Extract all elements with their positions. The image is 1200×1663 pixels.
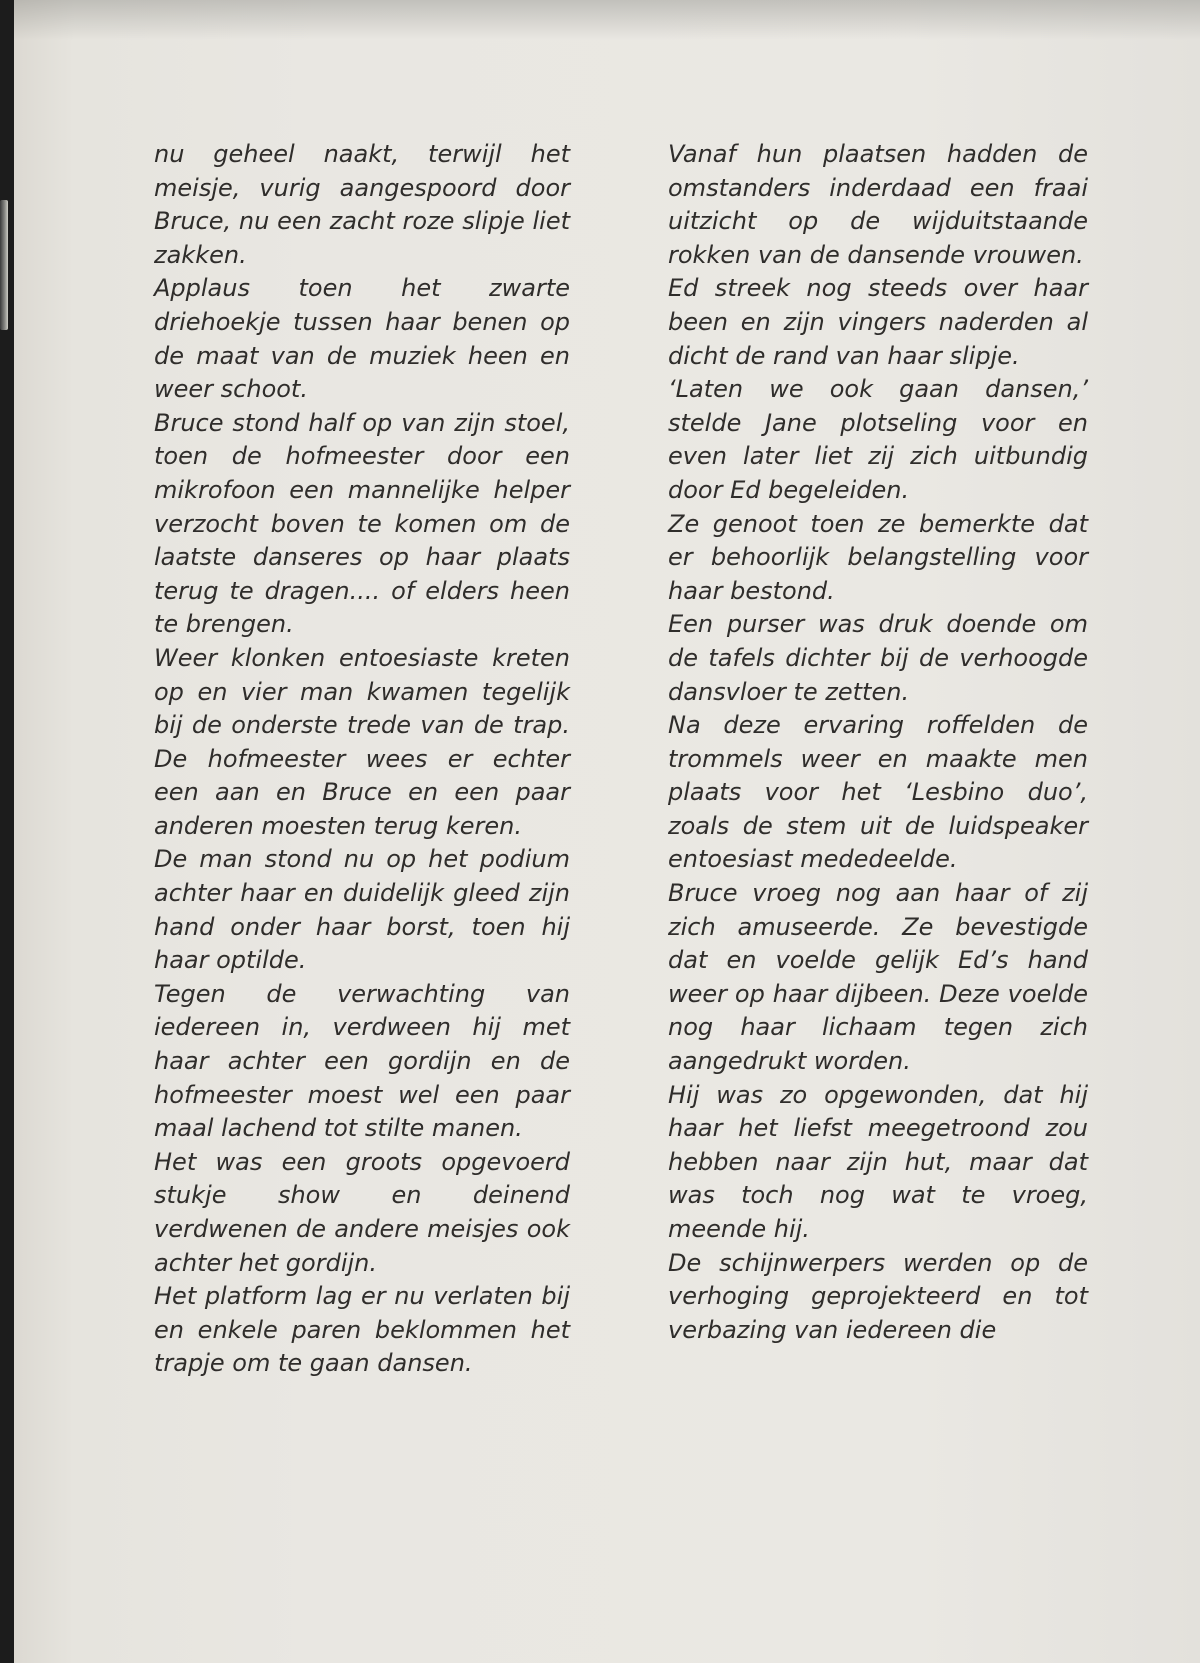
right-text-column xyxy=(668,138,1088,1347)
paragraph: Bruce vroeg nog aan haar of zij zich amuseerde. Ze bevestigde dat en voelde gelijk Ed’s hand weer op haar dijbeen. Deze voelde nog haar lichaam tegen zich aangedrukt worden. xyxy=(668,879,1088,1076)
paper-sheet xyxy=(14,0,1200,1663)
paragraph: Bruce stond half op van zijn stoel, toen de hofmeester door een mikrofoon een mannelijke helper verzocht boven te komen om de laatste danseres op haar plaats terug te dragen.... of elders heen te brengen. xyxy=(154,408,570,639)
paragraph: Hij was zo opgewonden, dat hij haar het liefst meegetroond zou hebben naar zijn hut, maar dat was toch nog wat te vroeg, meende hij. xyxy=(668,1080,1088,1243)
paragraph: Een purser was druk doende om de tafels dichter bij de verhoogde dansvloer te zetten. xyxy=(668,610,1088,706)
paragraph: Weer klonken entoesiaste kreten op en vier man kwamen tegelijk bij de onderste trede van de trap. De hofmeester wees er echter een aan en Bruce en een paar anderen moesten terug keren. xyxy=(154,643,570,840)
paragraph: De schijnwerpers werden op de verhoging geprojekteerd en tot verbazing van iedereen die xyxy=(668,1248,1088,1344)
paragraph: Applaus toen het zwarte driehoekje tussen haar benen op de maat van de muziek heen en weer schoot. xyxy=(154,274,570,404)
paragraph: Ze genoot toen ze bemerkte dat er behoorlijk belangstelling voor haar bestond. xyxy=(668,509,1088,605)
paragraph: ‘Laten we ook gaan dansen,’ stelde Jane plotseling voor en even later liet zij zich uitbundig door Ed begeleiden. xyxy=(668,375,1088,504)
page-shadow xyxy=(14,0,1200,40)
paragraph: Vanaf hun plaatsen hadden de omstanders inderdaad een fraai uitzicht op de wijduitstaande rokken van de dansende vrouwen. xyxy=(668,140,1088,269)
paragraph: Het was een groots opgevoerd stukje show en deinend verdwenen de andere meisjes ook achter het gordijn. xyxy=(154,1147,570,1277)
paragraph: nu geheel naakt, terwijl het meisje, vurig aangespoord door Bruce, nu een zacht roze slipje liet zakken. xyxy=(154,140,570,269)
paragraph: De man stond nu op het podium achter haar en duidelijk gleed zijn hand onder haar borst, toen hij haar optilde. xyxy=(154,845,570,975)
paragraph: Na deze ervaring roffelden de trommels weer en maakte men plaats voor het ‘Lesbino duo’, zoals de stem uit de luidspeaker entoesiast mededeelde. xyxy=(668,711,1088,874)
paragraph: Het platform lag er nu verlaten bij en enkele paren beklommen het trapje om te gaan dansen. xyxy=(154,1282,570,1378)
paragraph: Tegen de verwachting van iedereen in, verdween hij met haar achter een gordijn en de hofmeester moest wel een paar maal lachend tot stilte manen. xyxy=(154,979,570,1143)
left-text-column xyxy=(154,138,570,1381)
binder-edge xyxy=(0,200,8,330)
paragraph: Ed streek nog steeds over haar been en zijn vingers naderden al dicht de rand van haar slipje. xyxy=(668,274,1088,370)
